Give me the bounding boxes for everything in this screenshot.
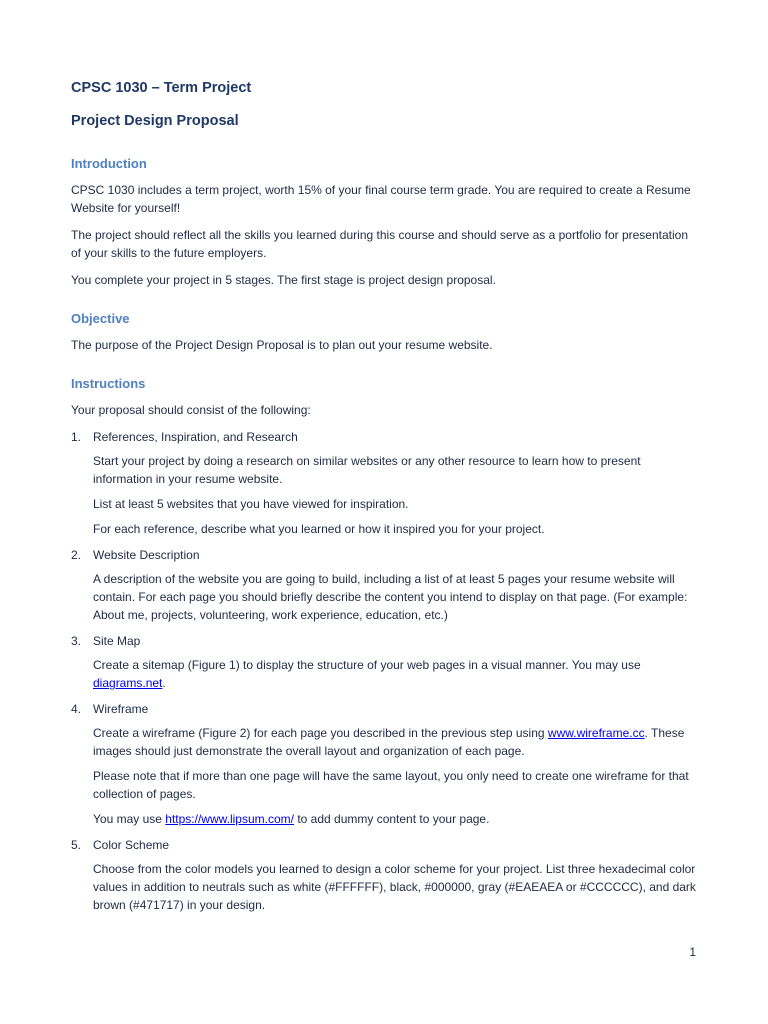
page-number: 1: [689, 945, 696, 959]
step-number: 2.: [71, 548, 82, 562]
instructions-intro: Your proposal should consist of the following:: [71, 403, 311, 417]
introduction-paragraph-3: You complete your project in 5 stages. The first stage is project design proposal.: [71, 273, 496, 287]
step-title: Wireframe: [93, 702, 149, 716]
step-paragraph: Please note that if more than one page will have the same layout, you only need to create one wireframe for that collection of pages.: [93, 769, 689, 801]
introduction-heading: Introduction: [71, 156, 147, 171]
document-title: CPSC 1030 – Term Project: [71, 80, 252, 96]
text-run: Create a sitemap (Figure 1) to display the structure of your web pages in a visual manner. You may use: [93, 658, 641, 672]
step-number: 3.: [71, 634, 82, 648]
step-paragraph: [93, 810, 701, 828]
step-title: Color Scheme: [93, 838, 170, 852]
step-paragraph: A description of the website you are going to build, including a list of at least 5 pages your resume website will contain. For each page you should briefly describe the content you intend to display on that page. (For example: About me, projects, volunteering, work experience, education, etc.): [93, 572, 688, 622]
instructions-heading: Instructions: [71, 376, 146, 391]
introduction-section: [71, 155, 701, 289]
instructions-section: [71, 375, 701, 914]
step-number: 5.: [71, 838, 82, 852]
objective-paragraph: The purpose of the Project Design Proposal is to plan out your resume website.: [71, 338, 493, 352]
list-item: [71, 428, 701, 538]
step-paragraph: [93, 724, 701, 760]
text-run: .: [162, 676, 166, 690]
objective-section: [71, 310, 701, 354]
step-paragraph: Start your project by doing a research on similar websites or any other resource to learn how to present information in your resume website.: [93, 454, 641, 486]
wireframe-link[interactable]: www.wireframe.cc: [547, 726, 645, 740]
text-run: to add dummy content to your page.: [293, 812, 490, 826]
step-paragraph: For each reference, describe what you learned or how it inspired you for your project.: [93, 522, 545, 536]
introduction-paragraph-2: The project should reflect all the skills you learned during this course and should serve as a portfolio for presentation of your skills to the future employers.: [71, 228, 689, 260]
list-item: [71, 546, 701, 624]
document-page: [71, 78, 701, 922]
introduction-paragraph-1: CPSC 1030 includes a term project, worth 15% of your final course term grade. You are required to create a Resume Website for yourself!: [71, 183, 691, 215]
objective-heading: Objective: [71, 311, 130, 326]
step-title: Site Map: [93, 634, 141, 648]
step-number: 1.: [71, 430, 82, 444]
text-run: Create a wireframe (Figure 2) for each page you described in the previous step using: [93, 726, 548, 740]
lipsum-link[interactable]: https://www.lipsum.com/: [165, 812, 294, 826]
step-paragraph: Choose from the color models you learned to design a color scheme for your project. List three hexadecimal color values in addition to neutrals such as white (#FFFFFF), black, #000000, gray (#EAEAEA or #CCCCCC), and dark brown (#471717) in your design.: [93, 862, 696, 912]
step-paragraph: [93, 656, 701, 692]
text-run: You may use: [93, 812, 166, 826]
instructions-list: [71, 428, 701, 914]
list-item: [71, 836, 701, 914]
step-number: 4.: [71, 702, 82, 716]
text-run: . These images should just demonstrate the overall layout and organization of each page.: [93, 726, 685, 758]
list-item: [71, 700, 701, 828]
step-paragraph: List at least 5 websites that you have viewed for inspiration.: [93, 497, 409, 511]
list-item: [71, 632, 701, 692]
step-title: References, Inspiration, and Research: [93, 430, 298, 444]
document-subtitle: Project Design Proposal: [71, 113, 239, 129]
step-title: Website Description: [93, 548, 200, 562]
diagrams-link[interactable]: diagrams.net: [93, 676, 163, 690]
